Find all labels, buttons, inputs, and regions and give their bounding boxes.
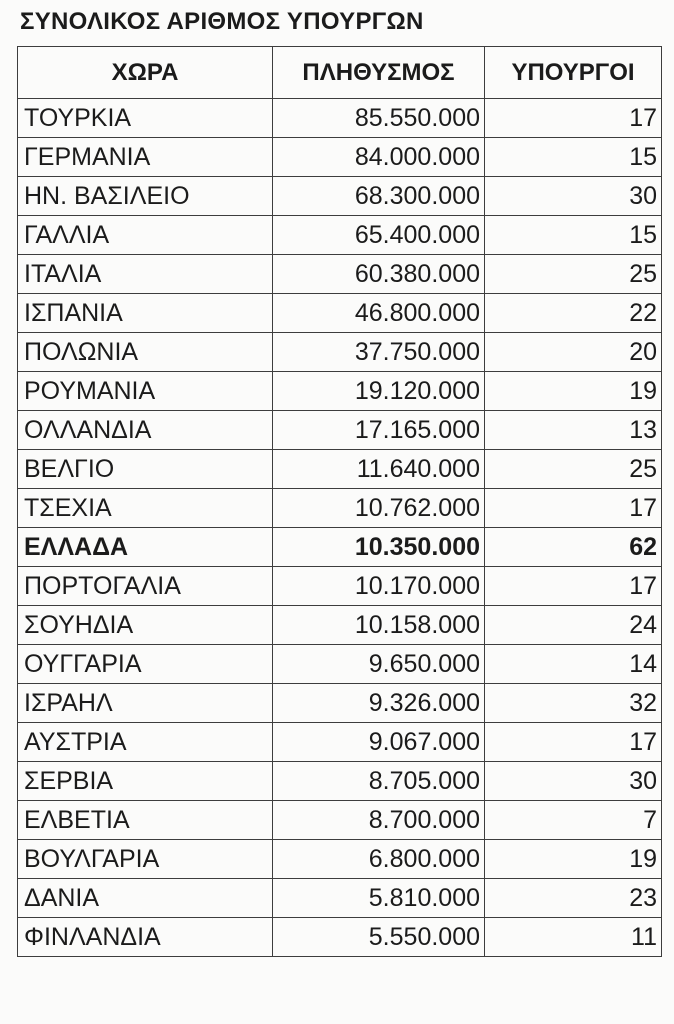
table-row <box>18 138 662 177</box>
cell-population: 8.700.000 <box>273 801 485 840</box>
cell-population: 5.810.000 <box>273 879 485 918</box>
table-row <box>18 489 662 528</box>
cell-population: 10.350.000 <box>273 528 485 567</box>
cell-country: ΙΣΡΑΗΛ <box>18 684 273 723</box>
cell-country: ΙΤΑΛΙΑ <box>18 255 273 294</box>
cell-country: ΡΟΥΜΑΝΙΑ <box>18 372 273 411</box>
cell-population: 46.800.000 <box>273 294 485 333</box>
cell-ministers: 22 <box>485 294 662 333</box>
cell-population: 8.705.000 <box>273 762 485 801</box>
table-row <box>18 723 662 762</box>
cell-country: ΤΟΥΡΚΙΑ <box>18 99 273 138</box>
table-header-row <box>18 47 662 99</box>
header-ministers: ΥΠΟΥΡΓΟΙ <box>485 47 662 99</box>
cell-ministers: 62 <box>485 528 662 567</box>
cell-ministers: 30 <box>485 762 662 801</box>
cell-population: 5.550.000 <box>273 918 485 957</box>
cell-population: 85.550.000 <box>273 99 485 138</box>
cell-country: ΣΟΥΗΔΙΑ <box>18 606 273 645</box>
cell-country: ΒΕΛΓΙΟ <box>18 450 273 489</box>
cell-country: ΑΥΣΤΡΙΑ <box>18 723 273 762</box>
cell-ministers: 17 <box>485 489 662 528</box>
cell-country: ΓΑΛΛΙΑ <box>18 216 273 255</box>
cell-ministers: 17 <box>485 723 662 762</box>
cell-ministers: 11 <box>485 918 662 957</box>
cell-country: ΗΝ. ΒΑΣΙΛΕΙΟ <box>18 177 273 216</box>
cell-ministers: 17 <box>485 99 662 138</box>
header-population: ΠΛΗΘΥΣΜΟΣ <box>273 47 485 99</box>
cell-ministers: 19 <box>485 840 662 879</box>
table-row <box>18 450 662 489</box>
cell-country: ΓΕΡΜΑΝΙΑ <box>18 138 273 177</box>
table-row <box>18 762 662 801</box>
cell-country: ΠΟΛΩΝΙΑ <box>18 333 273 372</box>
cell-population: 9.650.000 <box>273 645 485 684</box>
cell-population: 6.800.000 <box>273 840 485 879</box>
table-row <box>18 294 662 333</box>
table-row <box>18 333 662 372</box>
cell-ministers: 23 <box>485 879 662 918</box>
cell-population: 68.300.000 <box>273 177 485 216</box>
cell-ministers: 17 <box>485 567 662 606</box>
table-row <box>18 567 662 606</box>
ministers-table <box>17 46 662 957</box>
table-body <box>18 99 662 957</box>
cell-ministers: 25 <box>485 450 662 489</box>
cell-ministers: 15 <box>485 216 662 255</box>
cell-ministers: 25 <box>485 255 662 294</box>
cell-population: 11.640.000 <box>273 450 485 489</box>
cell-population: 84.000.000 <box>273 138 485 177</box>
document-title: ΣΥΝΟΛΙΚΟΣ ΑΡΙΘΜΟΣ ΥΠΟΥΡΓΩΝ <box>20 8 424 35</box>
cell-population: 10.170.000 <box>273 567 485 606</box>
cell-country: ΟΥΓΓΑΡΙΑ <box>18 645 273 684</box>
cell-ministers: 24 <box>485 606 662 645</box>
table-row <box>18 99 662 138</box>
table-row <box>18 801 662 840</box>
cell-population: 10.762.000 <box>273 489 485 528</box>
cell-ministers: 7 <box>485 801 662 840</box>
cell-country: ΣΕΡΒΙΑ <box>18 762 273 801</box>
cell-population: 19.120.000 <box>273 372 485 411</box>
cell-population: 65.400.000 <box>273 216 485 255</box>
header-country: ΧΩΡΑ <box>18 47 273 99</box>
cell-population: 60.380.000 <box>273 255 485 294</box>
cell-ministers: 14 <box>485 645 662 684</box>
cell-country: ΒΟΥΛΓΑΡΙΑ <box>18 840 273 879</box>
table-row <box>18 372 662 411</box>
table-row <box>18 177 662 216</box>
table-row <box>18 684 662 723</box>
table-row <box>18 840 662 879</box>
cell-country: ΔΑΝΙΑ <box>18 879 273 918</box>
cell-ministers: 15 <box>485 138 662 177</box>
cell-population: 37.750.000 <box>273 333 485 372</box>
cell-country: ΟΛΛΑΝΔΙΑ <box>18 411 273 450</box>
cell-country: ΕΛΒΕΤΙΑ <box>18 801 273 840</box>
table-row <box>18 606 662 645</box>
table-row <box>18 528 662 567</box>
cell-country: ΙΣΠΑΝΙΑ <box>18 294 273 333</box>
table-row <box>18 879 662 918</box>
cell-country: ΕΛΛΑΔΑ <box>18 528 273 567</box>
cell-ministers: 19 <box>485 372 662 411</box>
table-row <box>18 645 662 684</box>
cell-country: ΤΣΕΧΙΑ <box>18 489 273 528</box>
cell-population: 9.067.000 <box>273 723 485 762</box>
cell-population: 17.165.000 <box>273 411 485 450</box>
cell-population: 9.326.000 <box>273 684 485 723</box>
table-row <box>18 918 662 957</box>
cell-country: ΠΟΡΤΟΓΑΛΙΑ <box>18 567 273 606</box>
table-row <box>18 216 662 255</box>
cell-ministers: 30 <box>485 177 662 216</box>
table-row <box>18 411 662 450</box>
cell-population: 10.158.000 <box>273 606 485 645</box>
table-row <box>18 255 662 294</box>
cell-ministers: 32 <box>485 684 662 723</box>
cell-ministers: 13 <box>485 411 662 450</box>
cell-country: ΦΙΝΛΑΝΔΙΑ <box>18 918 273 957</box>
cell-ministers: 20 <box>485 333 662 372</box>
